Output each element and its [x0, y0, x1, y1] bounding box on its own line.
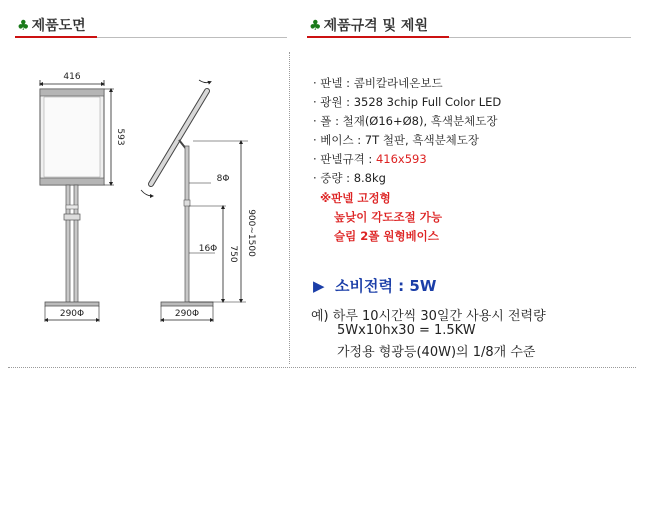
spec-weight: · 중량 : 8.8kg	[313, 171, 386, 185]
pole-bottom-label: 16Φ	[198, 244, 218, 254]
title-underline-right	[307, 36, 449, 38]
spec-light-source: · 광원 : 3528 3chip Full Color LED	[313, 95, 502, 109]
width-label: 416	[63, 72, 81, 82]
note-adjustable: 높낮이 각도조절 가능	[334, 210, 442, 224]
panel-top-bar	[40, 89, 104, 96]
section-title-specs-text: 제품규격 및 제원	[323, 18, 428, 34]
play-arrow-icon: ▶	[313, 277, 325, 295]
note-fixed-panel: ※판넬 고정형	[320, 191, 391, 205]
section-divider	[8, 367, 636, 368]
total-height-label: 900~1500	[246, 209, 256, 257]
base-front	[45, 302, 99, 306]
pole-height-label: 750	[228, 245, 238, 263]
base-side	[161, 302, 213, 306]
club-suit-icon: ♣	[309, 18, 322, 34]
tilt-arrow-top	[199, 80, 210, 83]
panel-size-value: 416x593	[375, 152, 427, 166]
product-drawing	[0, 0, 290, 340]
spec-panel-size: · 판넬규격 : 416x593	[313, 152, 427, 166]
example-line-1: 예) 하루 10시간씩 30일간 사용시 전력량	[311, 309, 546, 324]
pole-clamp	[64, 214, 80, 220]
title-rule-right	[449, 37, 631, 38]
club-suit-icon: ♣	[17, 18, 30, 34]
base-front-label: 290Φ	[59, 309, 85, 319]
section-title-drawing-text: 제품도면	[31, 18, 86, 34]
tilt-arrow-bottom	[141, 190, 152, 196]
pole-top-label: 8Φ	[216, 174, 230, 184]
panel-face	[44, 97, 100, 177]
spec-panel: · 판넬 : 콤비칼라네온보드	[313, 76, 443, 90]
example-line-3: 가정용 형광등(40W)의 1/8개 수준	[337, 345, 536, 360]
example-line-2: 5Wx10hx30 = 1.5KW	[337, 323, 476, 338]
power-consumption	[313, 275, 436, 296]
pole-right	[74, 185, 78, 302]
height-label: 593	[115, 128, 125, 146]
side-pole-joint	[184, 200, 190, 206]
note-slim-base: 슬림 2폴 원형베이스	[334, 229, 439, 243]
base-side-label: 290Φ	[174, 309, 200, 319]
pole-collar	[66, 205, 78, 209]
pole-left	[66, 185, 70, 302]
side-pole	[185, 146, 189, 302]
power-consumption-text: 소비전력 : 5W	[335, 277, 437, 295]
section-title-specs	[309, 15, 428, 35]
spec-pole: · 폴 : 철재(Ø16+Ø8), 흑색분체도장	[313, 114, 498, 128]
panel-bottom-bar	[40, 178, 104, 185]
spec-base: · 베이스 : 7T 철판, 흑색분체도장	[313, 133, 480, 147]
